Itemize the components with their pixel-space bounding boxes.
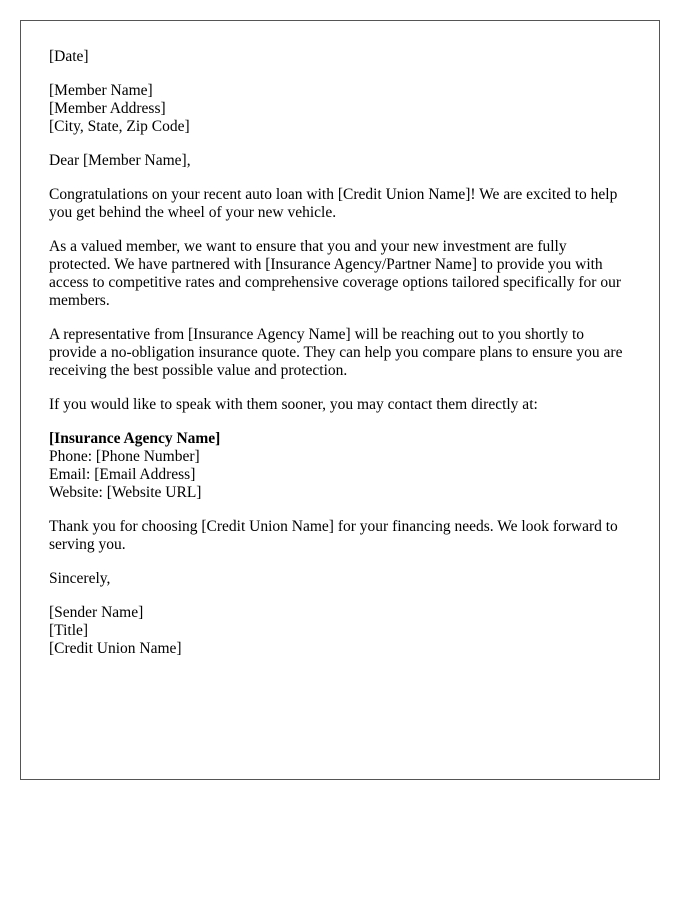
valediction: Sincerely,	[49, 570, 111, 587]
letter-page	[20, 20, 660, 780]
contact-phone: Phone: [Phone Number]	[49, 448, 200, 465]
date-line	[49, 48, 631, 66]
recipient-address-block	[49, 82, 631, 136]
contact-website: Website: [Website URL]	[49, 484, 202, 501]
sender-title: [Title]	[49, 622, 89, 639]
signature-block	[49, 604, 631, 658]
salutation: Dear [Member Name],	[49, 152, 191, 169]
contact-agency-name: [Insurance Agency Name]	[49, 430, 221, 447]
sender-name: [Sender Name]	[49, 604, 144, 621]
recipient-name: [Member Name]	[49, 82, 153, 99]
paragraph-protection: As a valued member, we want to ensure that you and your new investment are fully protected. We have partnered with [Insurance Agency/Partner Name] to provide you with access to competitive rates and comprehensive coverage options tailored specifically for our members.	[49, 238, 621, 309]
paragraph-contact-intro: If you would like to speak with them sooner, you may contact them directly at:	[49, 396, 538, 413]
contact-block	[49, 430, 631, 502]
recipient-address: [Member Address]	[49, 100, 166, 117]
sender-organization: [Credit Union Name]	[49, 640, 182, 657]
contact-email: Email: [Email Address]	[49, 466, 196, 483]
letter-date: [Date]	[49, 48, 89, 65]
recipient-city-state-zip: [City, State, Zip Code]	[49, 118, 190, 135]
paragraph-closing: Thank you for choosing [Credit Union Name] for your financing needs. We look forward to serving you.	[49, 518, 618, 553]
paragraph-congratulations: Congratulations on your recent auto loan with [Credit Union Name]! We are excited to help you get behind the wheel of your new vehicle.	[49, 186, 618, 221]
paragraph-representative: A representative from [Insurance Agency Name] will be reaching out to you shortly to provide a no-obligation insurance quote. They can help you compare plans to ensure you are receiving the best possible value and protection.	[49, 326, 623, 379]
